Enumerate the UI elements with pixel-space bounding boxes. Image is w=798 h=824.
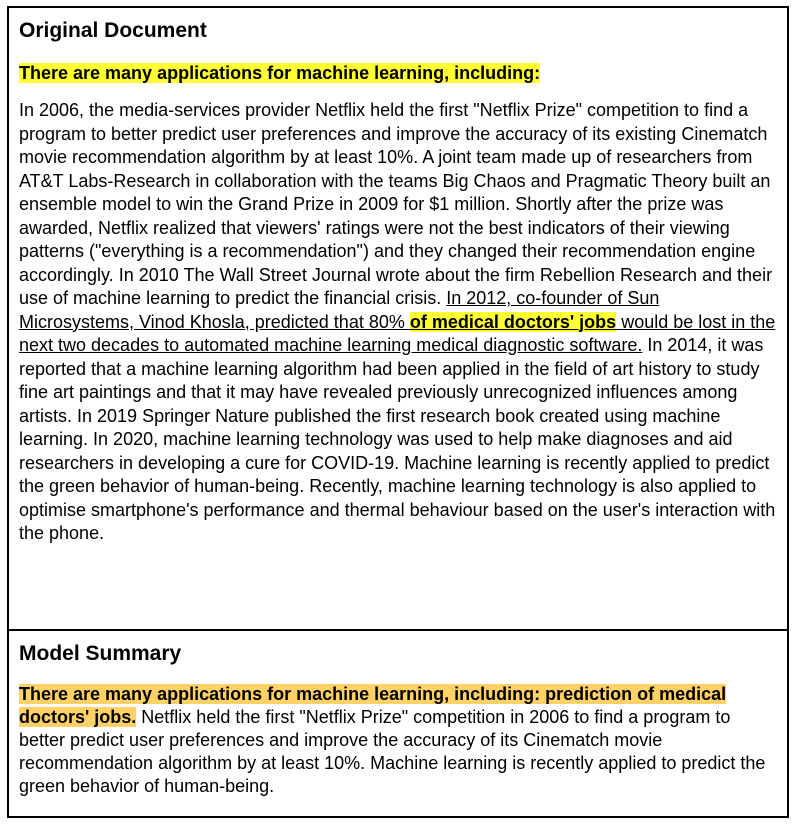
underlined-claim-part2: would be lost in the next two decades to automated machine learning medical diagnostic software.: [19, 311, 776, 355]
model-summary-panel: [7, 629, 789, 818]
original-body-text: [19, 99, 777, 546]
body-text-part2: In 2014, it was reported that a machine learning algorithm had been applied in the field of art history to study fine art paintings and that it may have revealed previously unrecognized influences among artists. In 2019 Springer Nature published the first research book created using machine learning. In 2020, machine learning technology was used to help make diagnoses and aid researchers in developing a cure for COVID-19. Machine learning is recently applied to predict the green behavior of human-being. Recently, machine learning technology is also applied to optimise smartphone's performance and thermal behaviour based on the user's interaction with the phone.: [19, 335, 776, 543]
body-text-part1: In 2006, the media-services provider Netflix held the first "Netflix Prize" competition to find a program to better predict user preferences and improve the accuracy of its existing Cinematch movie recommendation algorithm by at least 10%. A joint team made up of researchers from AT&T Labs-Research in collaboration with the teams Big Chaos and Pragmatic Theory built an ensemble model to win the Grand Prize in 2009 for $1 million. Shortly after the prize was awarded, Netflix realized that viewers' ratings were not the best indicators of their viewing patterns ("everything is a recommendation") and they changed their recommendation engine accordingly. In 2010 The Wall Street Journal wrote about the firm Rebellion Research and their use of machine learning to predict the financial crisis.: [19, 100, 773, 308]
summary-rest: Netflix held the first "Netflix Prize" competition in 2006 to find a program to better predict user preferences and improve the accuracy of its Cinematch movie recommendation algorithm by at least 10%. Machine learning is recently applied to predict the green behavior of human-being.: [19, 707, 766, 796]
original-document-heading: Original Document: [19, 19, 207, 42]
original-document-panel: [7, 6, 789, 631]
summary-highlight: There are many applications for machine learning, including: prediction of medical doctors' jobs.: [19, 684, 727, 727]
underlined-claim-part1: In 2012, co-founder of Sun Microsystems, Vinod Khosla, predicted that 80%: [19, 288, 660, 332]
model-summary-heading: Model Summary: [19, 642, 182, 665]
highlighted-phrase: of medical doctors' jobs: [409, 311, 617, 332]
original-lead-sentence: [19, 62, 777, 85]
lead-highlight: There are many applications for machine learning, including:: [19, 63, 541, 83]
summary-body-text: [19, 683, 777, 798]
